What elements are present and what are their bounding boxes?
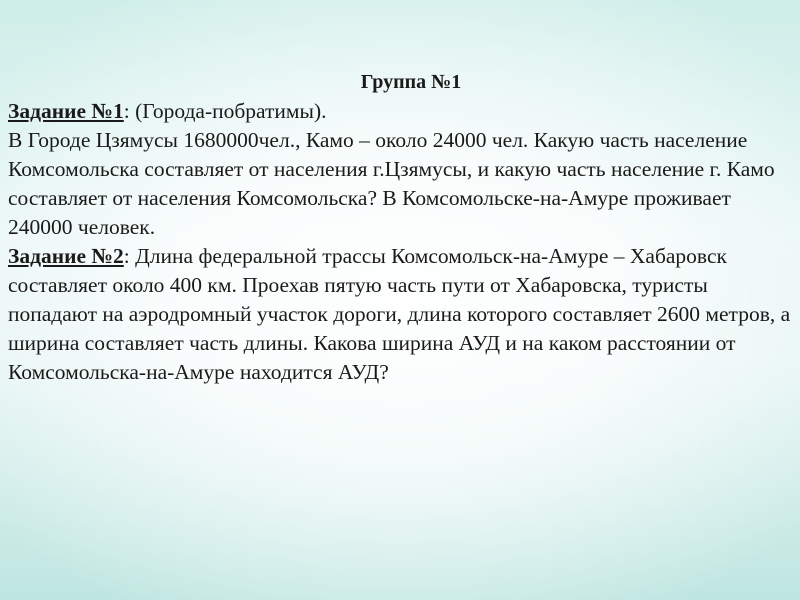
task-2-label: Задание №2 bbox=[8, 244, 124, 268]
slide-title: Группа №1 bbox=[360, 71, 462, 93]
task-2-paragraph bbox=[8, 242, 794, 387]
task-1-heading bbox=[8, 97, 794, 126]
task-1-label: Задание №1 bbox=[8, 99, 124, 123]
task-2-text: : Длина федеральной трассы Комсомольск-на-Амуре – Хабаровск составляет около 400 км. Проехав пятую часть пути от Хабаровска, туристы попадают на аэродромный участок дороги, длина которого составляет 2600 метров, а ширина составляет часть длины. Какова ширина АУД и на каком расстоянии от Комсомольска-на-Амуре находится АУД? bbox=[8, 244, 791, 384]
task-1-text: В Городе Цзямусы 1680000чел., Камо – около 24000 чел. Какую часть население Комсомольска составляет от населения г.Цзямусы, и какую часть население г. Камо составляет от населения Комсомольска? В Комсомольске-на-Амуре проживает 240000 человек. bbox=[8, 128, 775, 239]
task-1-heading-rest: : (Города-побратимы). bbox=[123, 99, 327, 123]
slide-content bbox=[8, 68, 794, 387]
